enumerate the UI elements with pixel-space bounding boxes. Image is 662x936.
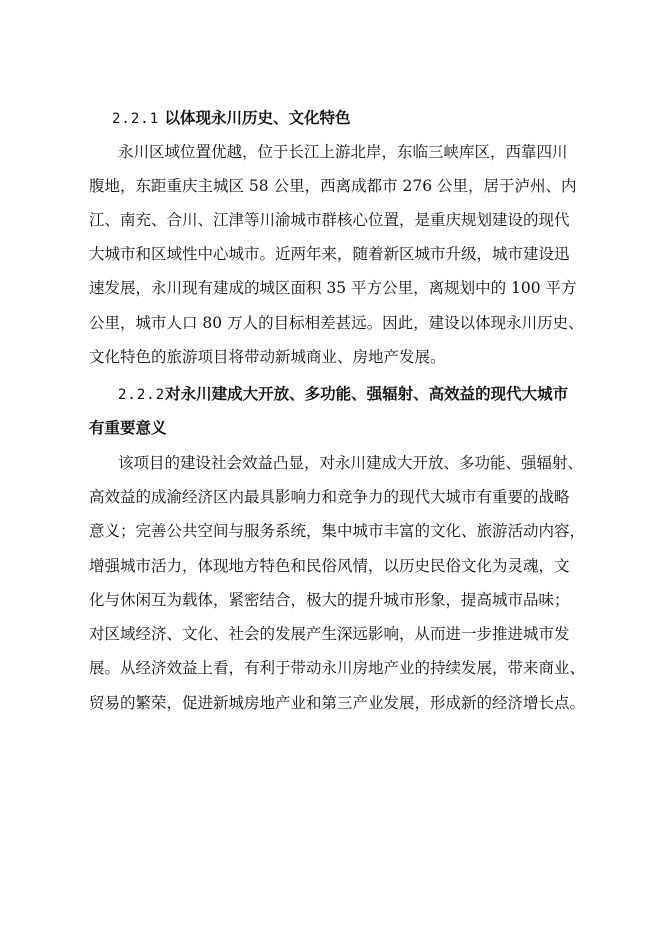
section-222-line-1: 该项目的建设社会效益凸显，对永川建成大开放、多功能、强辐射、: [118, 454, 584, 472]
section-221-line-4: 大城市和区域性中心城市。近两年来，随着新区城市升级，城市建设迅: [89, 245, 570, 263]
section-222-title-line-1: 对永川建成大开放、多功能、强辐射、高效益的现代大城市: [165, 384, 569, 403]
section-222-line-2: 高效益的成渝经济区内最具影响力和竞争力的现代大城市有重要的战略: [89, 488, 570, 506]
section-221-line-2: 腹地，东距重庆主城区 58 公里，西离成都市 276 公里，居于泸州、内: [89, 177, 577, 195]
section-222-heading: [118, 384, 568, 405]
section-221-number: 2.2.1: [112, 111, 160, 127]
section-222-line-8: 贸易的繁荣，促进新城房地产业和第三产业发展，形成新的经济增长点。: [89, 694, 586, 712]
section-222-line-6: 对区域经济、文化、社会的发展产生深远影响，从而进一步推进城市发: [89, 625, 570, 643]
section-221-line-3: 江、南充、合川、江津等川渝城市群核心位置，是重庆规划建设的现代: [89, 211, 570, 229]
section-222-line-5: 化与休闲互为载体，紧密结合，极大的提升城市形象，提高城市品味；: [89, 591, 570, 609]
section-221-line-7: 文化特色的旅游项目将带动新城商业、房地产发展。: [89, 348, 446, 366]
section-222-line-7: 展。从经济效益上看，有利于带动永川房地产业的持续发展，带来商业、: [89, 659, 586, 677]
section-222-line-4: 增强城市活力，体现地方特色和民俗风情，以历史民俗文化为灵魂，文: [89, 557, 570, 575]
section-221-line-1: 永川区域位置优越，位于长江上游北岸，东临三峡库区，西靠四川: [118, 143, 568, 161]
section-221-line-5: 速发展，永川现有建成的城区面积 35 平方公里，离规划中的 100 平方: [89, 279, 577, 297]
section-222-line-3: 意义；完善公共空间与服务系统，集中城市丰富的文化、旅游活动内容，: [89, 522, 586, 540]
section-221-line-6: 公里，城市人口 80 万人的目标相差甚远。因此，建设以体现永川历史、: [89, 314, 584, 332]
section-222-number: 2.2.2: [118, 387, 166, 403]
section-222-title-line-2: 有重要意义: [89, 418, 167, 437]
section-221-heading: [112, 108, 351, 129]
section-221-title: 以体现永川历史、文化特色: [159, 108, 351, 127]
